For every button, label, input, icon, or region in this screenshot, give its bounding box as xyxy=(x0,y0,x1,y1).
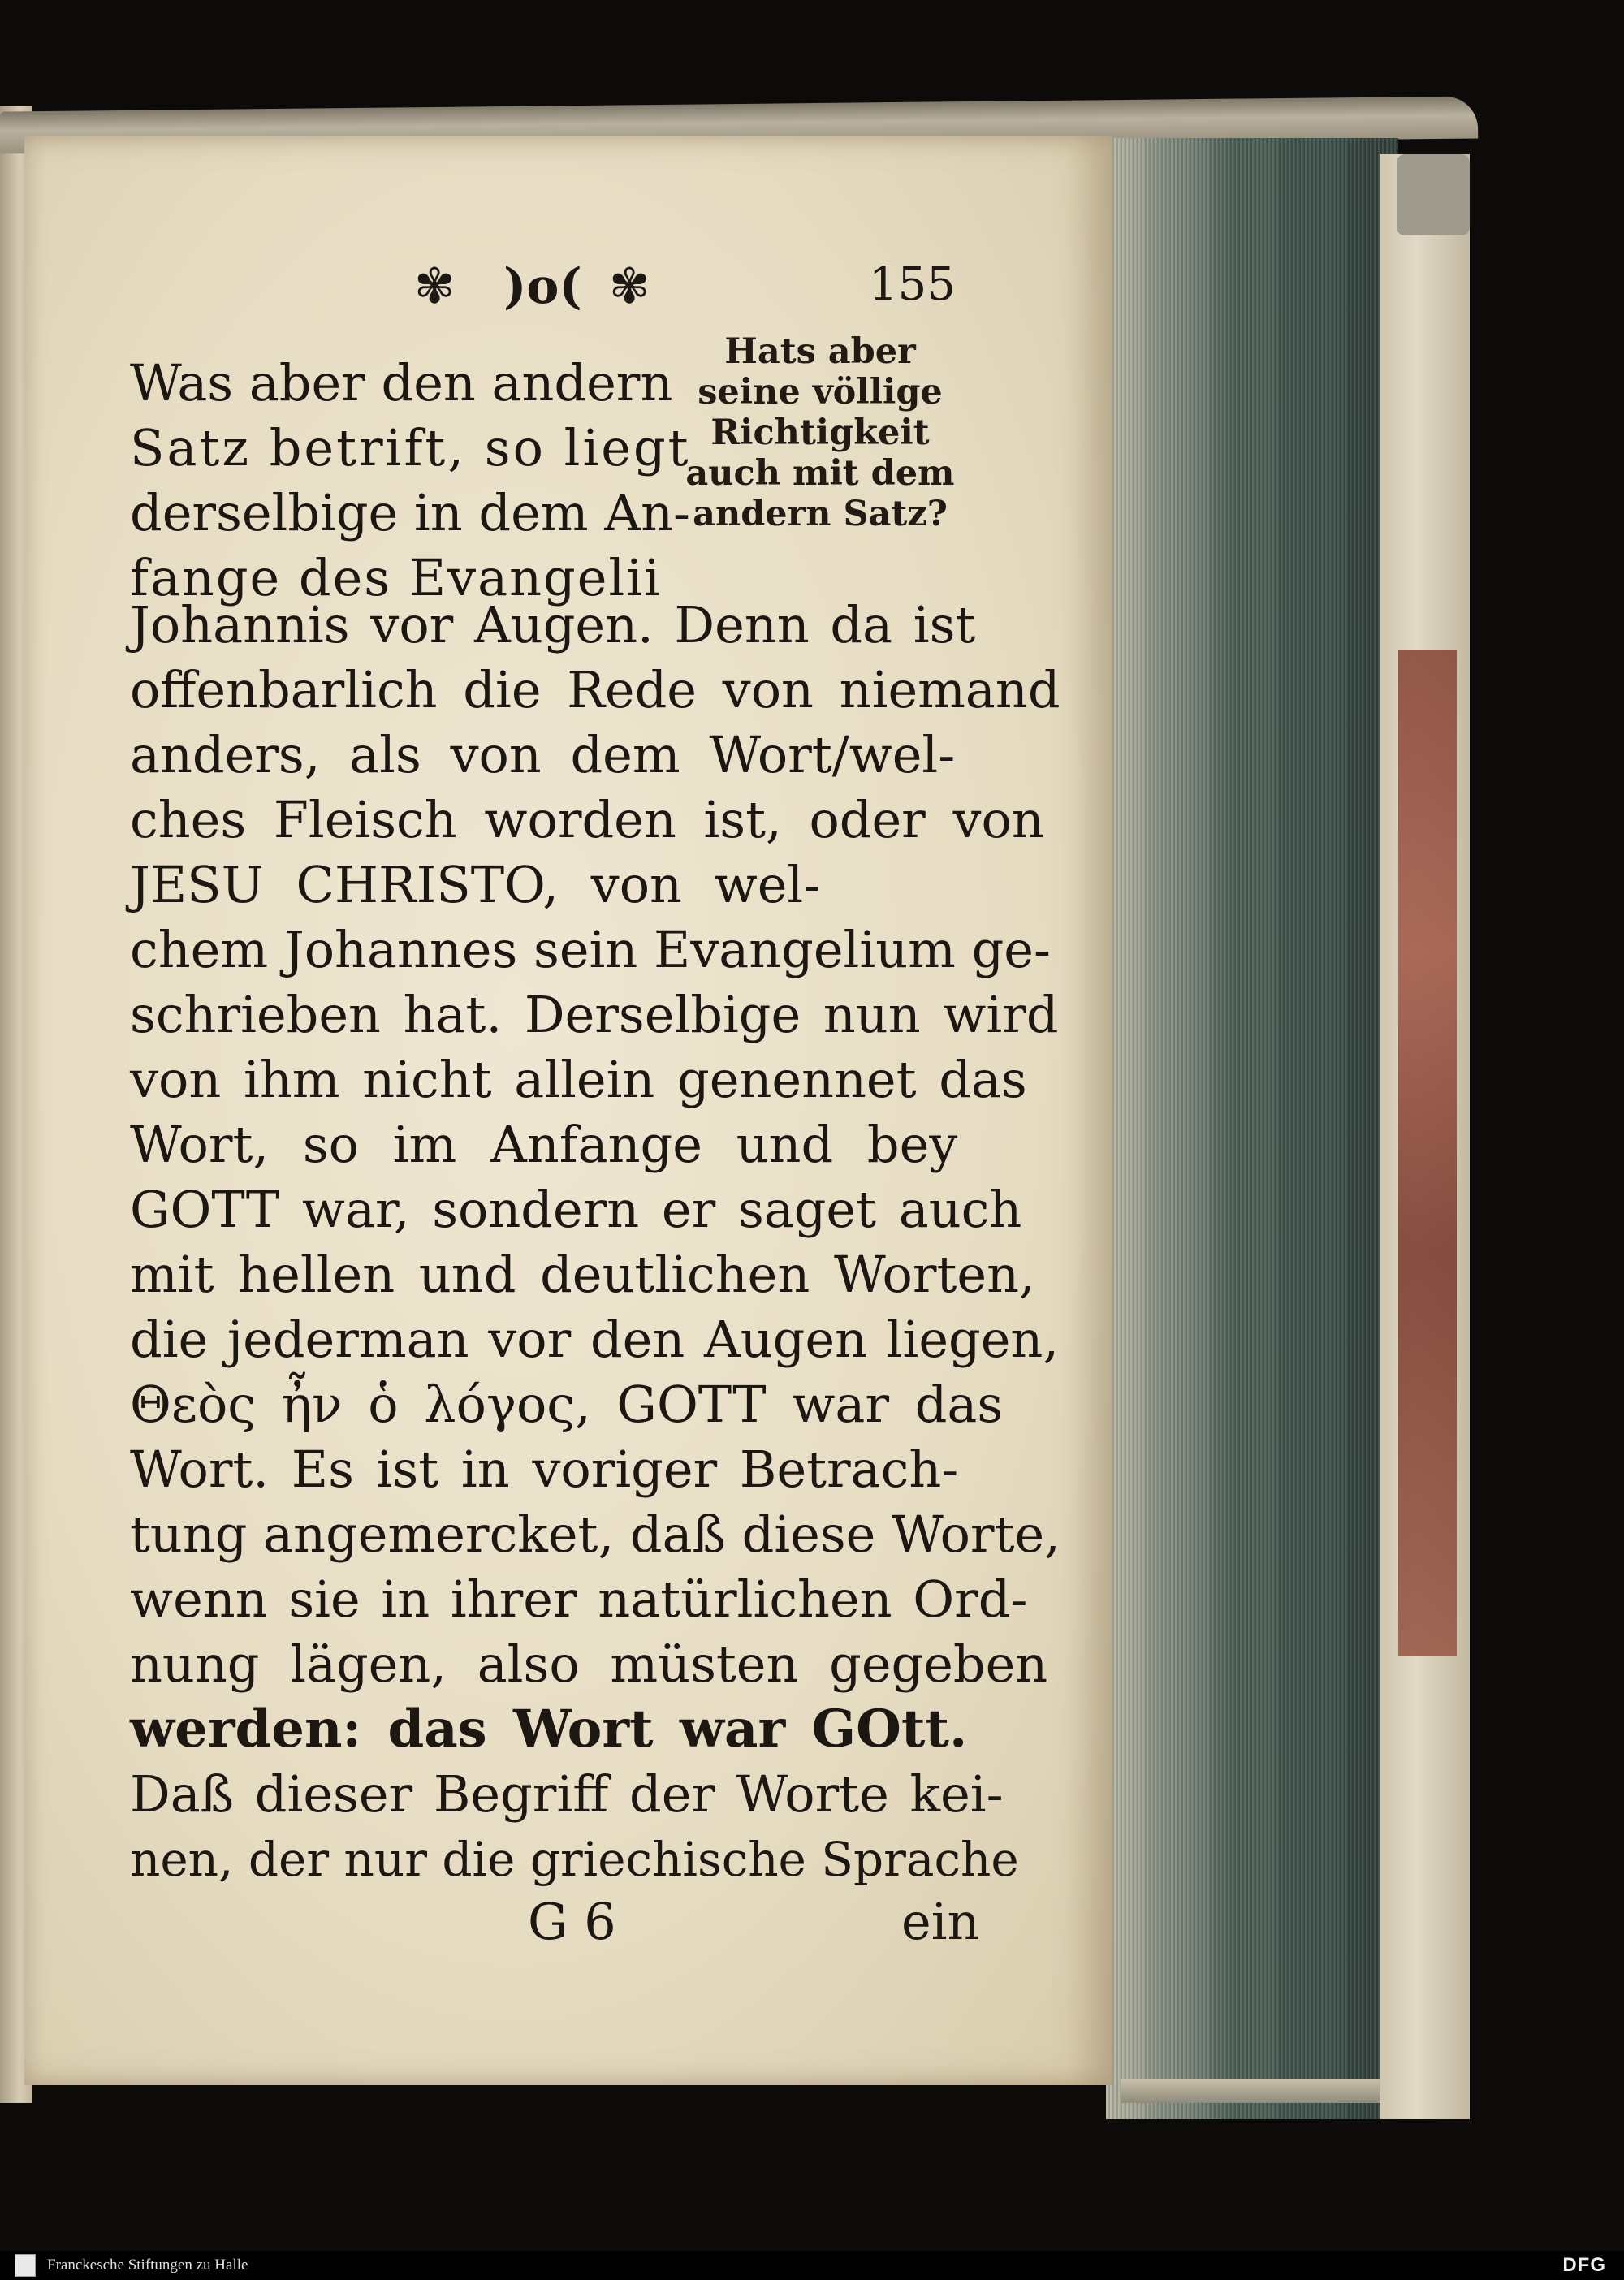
page-number: 155 xyxy=(869,258,956,311)
catchword: ein xyxy=(901,1892,980,1951)
text-line: JESU CHRISTO, von wel- xyxy=(130,855,821,914)
footer-bar xyxy=(0,2251,1624,2280)
text-line: von ihm nicht allein genennet das xyxy=(130,1050,1027,1109)
text-line: Was aber den andern xyxy=(130,353,673,412)
cover-leather-patch xyxy=(1398,650,1457,1656)
flower-ornament-icon: ✾ xyxy=(609,258,650,315)
book-fore-edge-bottom xyxy=(1121,2079,1389,2103)
text-line: mit hellen und deutlichen Worten, xyxy=(130,1245,1035,1304)
text-line: ches Fleisch worden ist, oder von xyxy=(130,790,1044,849)
book-fore-edge xyxy=(1106,138,1398,2119)
text-line: schrieben hat. Derselbige nun wird xyxy=(130,985,1059,1044)
text-line: tung angemercket, daß diese Worte, xyxy=(130,1505,1060,1564)
text-line: derselbige in dem An- xyxy=(130,483,690,542)
dfg-logo: DFG xyxy=(1562,2254,1606,2276)
text-line: anders, als von dem Wort/wel- xyxy=(130,725,956,784)
text-line: Wort, so im Anfange und bey xyxy=(130,1115,958,1174)
marginal-note-line: andern Satz? xyxy=(693,494,948,534)
marginal-note-line: auch mit dem xyxy=(685,453,955,494)
marginal-note-line: Hats aber xyxy=(724,331,916,372)
text-line: Satz betrift, so liegt xyxy=(130,418,691,477)
marginal-note-line: seine völlige xyxy=(698,372,943,412)
text-line: wenn sie in ihrer natürlichen Ord- xyxy=(130,1570,1028,1629)
text-line: Wort. Es ist in voriger Betrach- xyxy=(130,1440,959,1499)
text-line: GOTT war, sondern er saget auch xyxy=(130,1180,1022,1239)
text-line: offenbarlich die Rede von niemand xyxy=(130,660,1060,719)
signature-mark: G 6 xyxy=(528,1892,616,1951)
marginal-note-line: Richtigkeit xyxy=(710,412,930,453)
institution-name: Franckesche Stiftungen zu Halle xyxy=(47,2256,248,2274)
text-line: chem Johannes sein Evangelium ge- xyxy=(130,920,1051,979)
text-line-emphasis: werden: das Wort war GOtt. xyxy=(130,1699,968,1760)
text-line: Johannis vor Augen. Denn da ist xyxy=(130,595,976,654)
text-line: Θεὸς ἦν ὁ λόγος, GOTT war das xyxy=(130,1375,1004,1434)
text-line: die jederman vor den Augen liegen, xyxy=(130,1310,1060,1369)
text-line: fange des Evangelii xyxy=(130,548,662,607)
text-line: nung lägen, also müsten gegeben xyxy=(130,1634,1048,1694)
header-mark: )o( xyxy=(503,258,582,315)
text-line: nen, der nur die griechische Sprache xyxy=(130,1832,1019,1887)
page-foot xyxy=(528,1892,983,1957)
institution-logo-icon xyxy=(15,2254,36,2277)
marginal-note xyxy=(682,331,958,534)
text-line: Daß dieser Begriff der Worte kei- xyxy=(130,1764,1004,1824)
cover-corner xyxy=(1397,154,1470,235)
flower-ornament-icon: ✾ xyxy=(414,258,456,315)
running-header xyxy=(414,258,956,323)
